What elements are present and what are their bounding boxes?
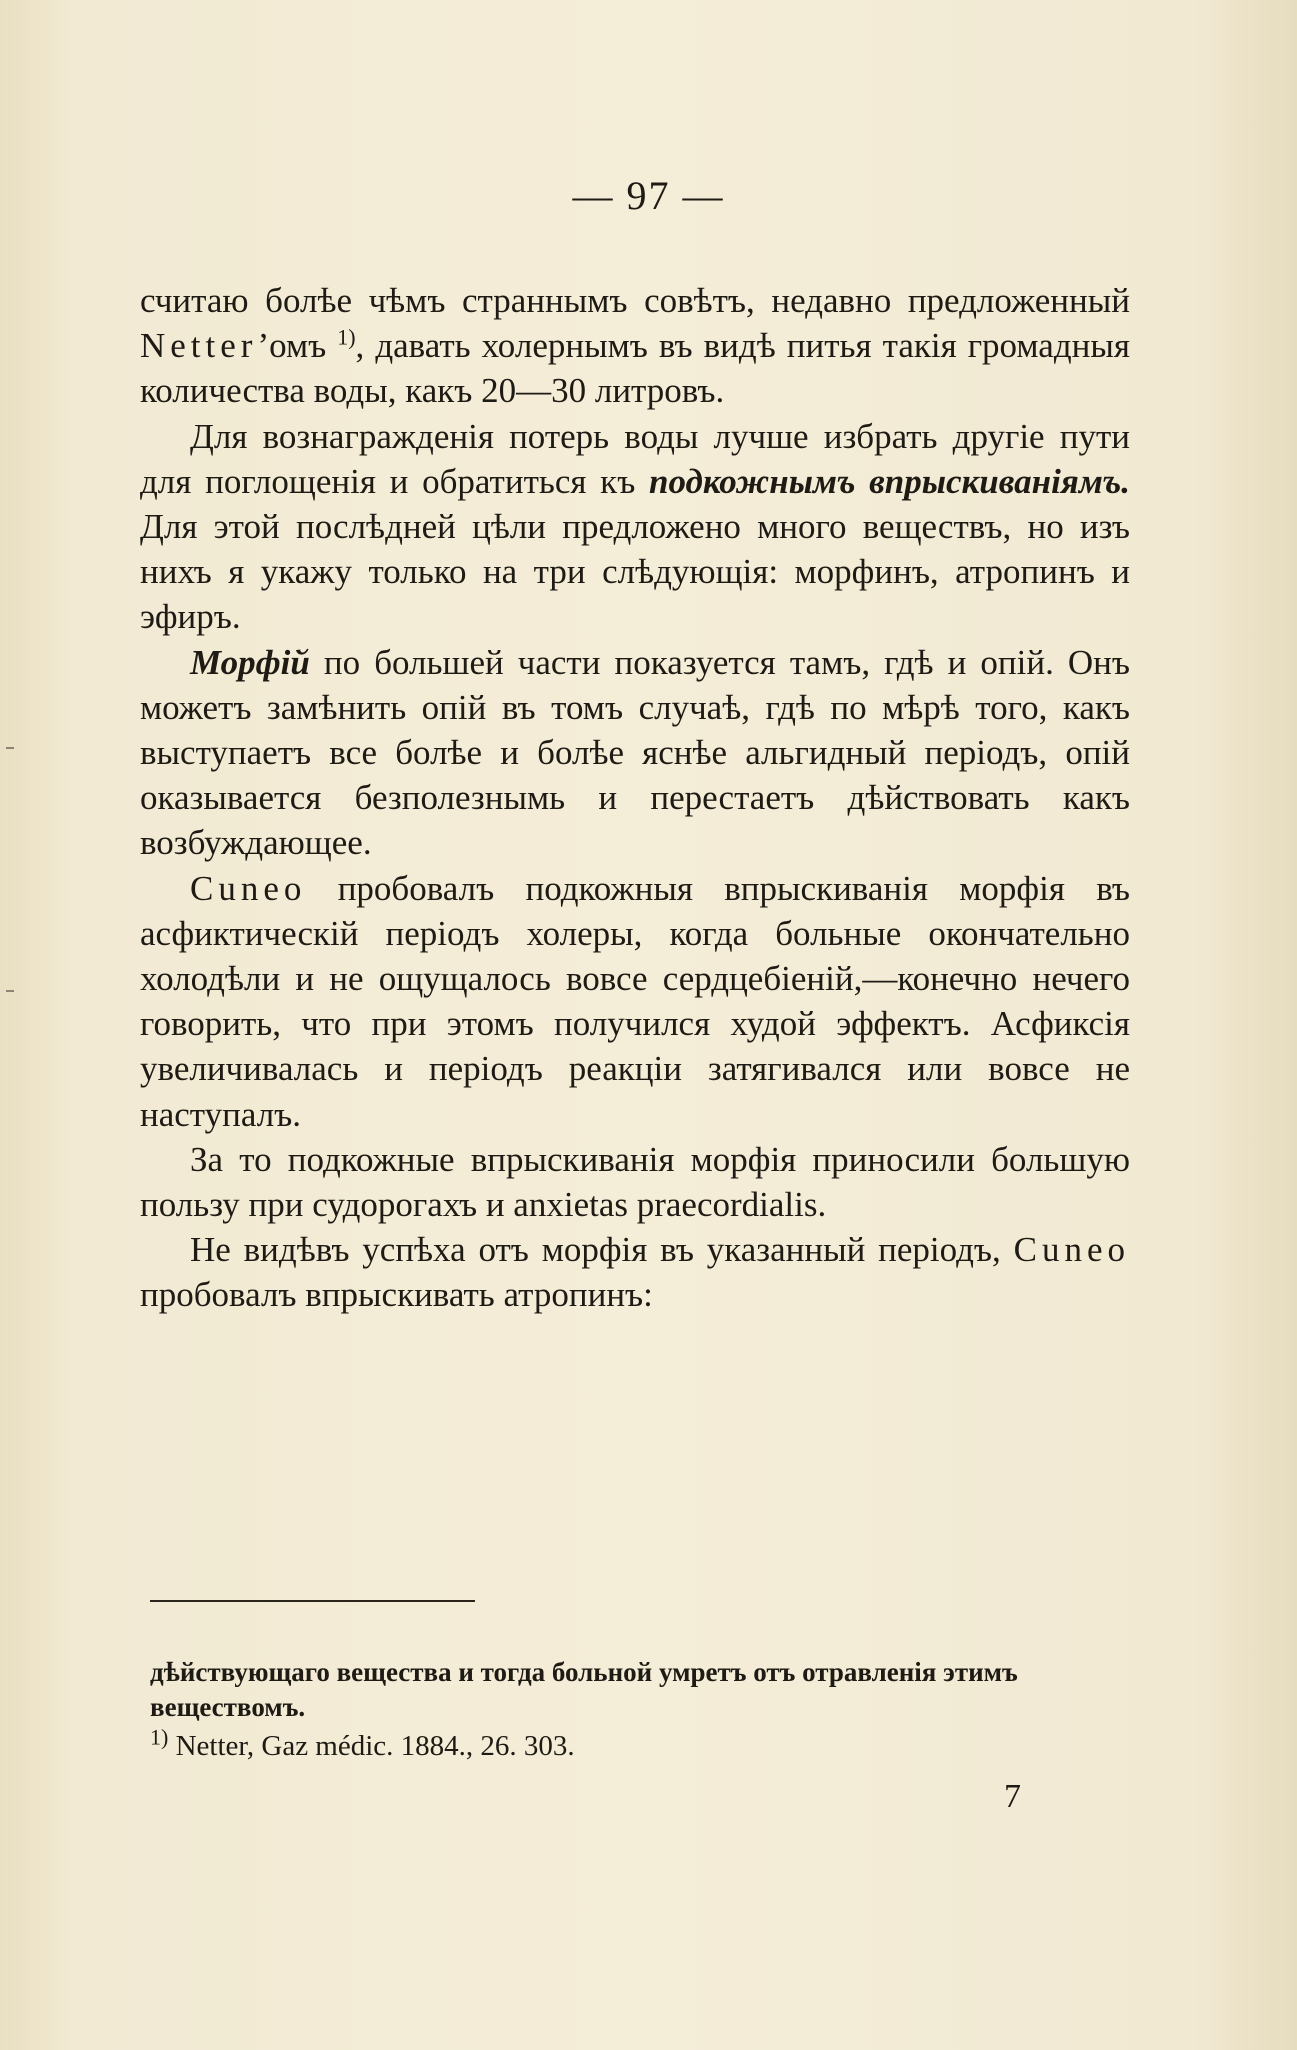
footnote-continuation: дѣйствующаго вещества и тогда больной умретъ отъ отравленія этимъ веществомъ. xyxy=(150,1657,1018,1722)
footnotes xyxy=(150,1655,1135,1764)
footnote-rule xyxy=(150,1600,475,1602)
text-run: Cuneo xyxy=(1013,1230,1130,1270)
text-run: Cuneo xyxy=(190,868,307,908)
text-run: Не видѣвъ успѣха отъ морфія въ указанный періодъ, xyxy=(190,1230,1014,1270)
text-run: считаю болѣе чѣмъ страннымъ совѣтъ, недавно предложенный xyxy=(140,281,1130,320)
footnote-marker: 1) xyxy=(150,1724,169,1750)
page-number: — 97 — xyxy=(572,173,725,218)
text-run: подкожнымъ впрыскиваніямъ. xyxy=(649,461,1130,501)
signature-mark: 7 xyxy=(1004,1778,1021,1815)
text-run: Для вознагражденія потерь воды лучше избрать другіе пути для поглощенія и обратиться къ xyxy=(140,416,1130,501)
footnote-1 xyxy=(150,1724,1135,1764)
text-run: Морфій xyxy=(190,642,310,682)
footnote-text: Netter, Gaz médic. 1884., 26. 303. xyxy=(168,1730,575,1762)
paragraph xyxy=(140,866,1130,1137)
footnote-ref: 1) xyxy=(337,324,356,350)
paragraph xyxy=(140,1227,1130,1317)
text-run: по большей части показуется тамъ, гдѣ и опій. Онъ можетъ замѣнить опій въ томъ случаѣ, гдѣ по мѣрѣ того, какъ выступаетъ все болѣе и болѣе яснѣе альгидный періодъ, опій оказывается безполезнымь и перестаетъ дѣйствовать какъ возбуждающее. xyxy=(140,642,1130,863)
paragraph xyxy=(140,278,1130,414)
text-run: пробовалъ подкожныя впрыскиванія морфія въ асфиктическій періодъ холеры, когда больные окончательно холодѣли и не ощущалось вовсе сердцебіеній,—конечно нечего говорить, что при этомъ получился худой эффектъ. Асфиксія увеличивалась и періодъ реакціи затягивался или вовсе не наступалъ. xyxy=(140,868,1130,1134)
margin-mark xyxy=(6,747,14,749)
text-run: Netter xyxy=(140,326,258,366)
text-run: пробовалъ впрыскивать атропинъ: xyxy=(140,1275,653,1315)
text-run: ’омъ xyxy=(257,326,338,366)
text-run: Для этой послѣдней цѣли предложено много веществъ, но изъ нихъ я укажу только на три слѣдующія: морфинъ, атропинъ и эфиръ. xyxy=(140,507,1130,637)
paragraph xyxy=(140,414,1130,640)
paragraph xyxy=(140,1137,1130,1227)
main-text xyxy=(140,278,1130,1318)
paragraph xyxy=(140,640,1130,866)
margin-mark xyxy=(6,990,14,992)
text-run: За то подкожные впрыскиванія морфія приносили большую пользу при судорогахъ и anxietas praecordialis. xyxy=(140,1139,1130,1225)
text-run: , давать холернымъ въ видѣ питья такія громадныя количества воды, какъ 20—30 литровъ. xyxy=(140,326,1130,411)
